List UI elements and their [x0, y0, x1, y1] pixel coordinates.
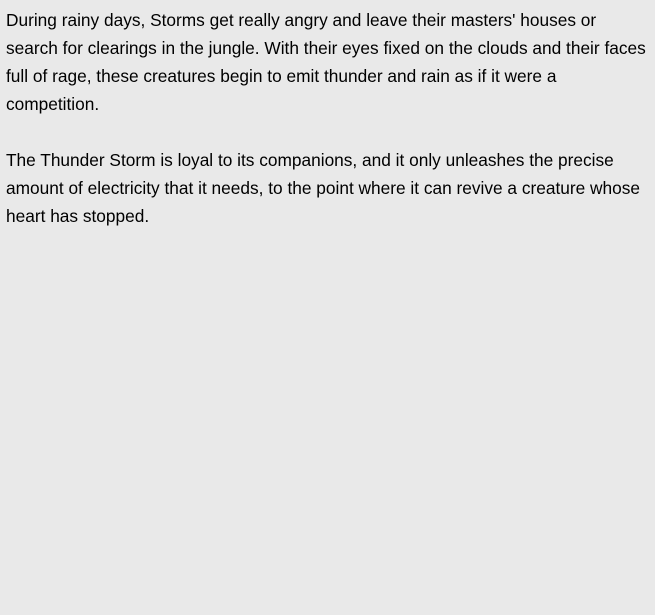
- description-content: [6, 6, 646, 230]
- description-paragraph-2: The Thunder Storm is loyal to its companions, and it only unleashes the precise amount of electricity that it needs, to the point where it can revive a creature whose heart has stopped.: [6, 150, 640, 226]
- description-paragraph-1: During rainy days, Storms get really angry and leave their masters' houses or search for clearings in the jungle. With their eyes fixed on the clouds and their faces full of rage, these creatures begin to emit thunder and rain as if it were a competition.: [6, 10, 646, 114]
